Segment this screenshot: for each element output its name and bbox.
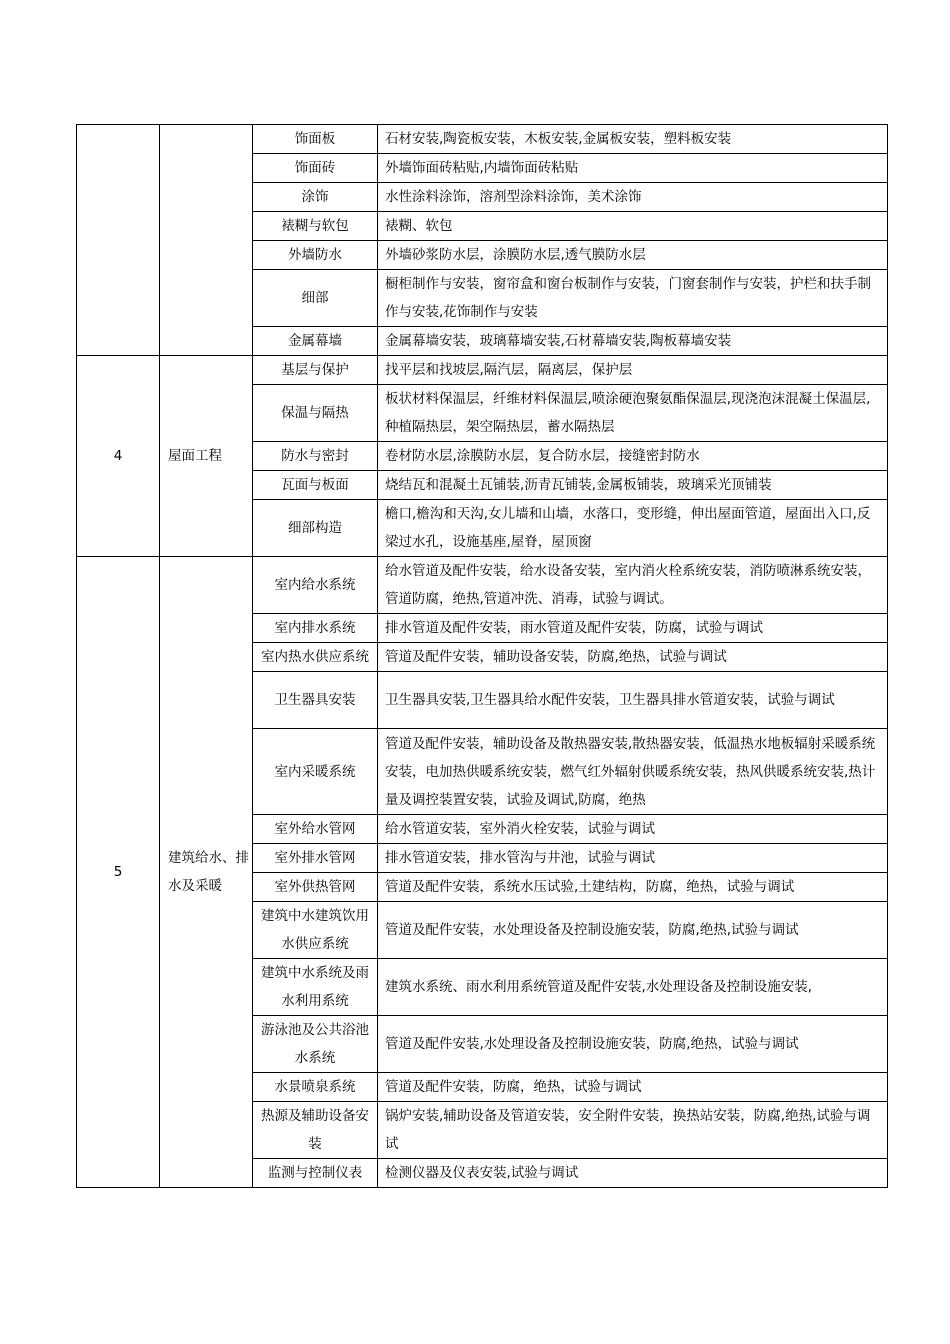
subdivision-cell: 室外供热管网 [253, 873, 378, 902]
division-name-cell [160, 125, 253, 356]
division-name-cell: 屋面工程 [160, 356, 253, 557]
inspection-items-cell: 管道及配件安装，系统水压试验,土建结构，防腐，绝热，试验与调试 [378, 873, 888, 902]
inspection-items-cell: 管道及配件安装，防腐，绝热，试验与调试 [378, 1073, 888, 1102]
subdivision-cell: 外墙防水 [253, 241, 378, 270]
subdivision-cell: 游泳池及公共浴池水系统 [253, 1016, 378, 1073]
inspection-items-cell: 检测仪器及仪表安装,试验与调试 [378, 1159, 888, 1188]
subdivision-cell: 金属幕墙 [253, 327, 378, 356]
subdivision-cell: 瓦面与板面 [253, 471, 378, 500]
inspection-items-cell: 给水管道及配件安装，给水设备安装，室内消火栓系统安装，消防喷淋系统安装，管道防腐，绝热,管道冲洗、消毒，试验与调试。 [378, 557, 888, 614]
inspection-items-cell: 卫生器具安装,卫生器具给水配件安装，卫生器具排水管道安装，试验与调试 [378, 672, 888, 729]
subdivision-cell: 室内采暖系统 [253, 729, 378, 815]
division-number-cell: 5 [77, 557, 160, 1188]
inspection-items-cell: 石材安装,陶瓷板安装，木板安装,金属板安装，塑料板安装 [378, 125, 888, 154]
subdivision-cell: 防水与密封 [253, 442, 378, 471]
subdivision-cell: 热源及辅助设备安装 [253, 1102, 378, 1159]
subdivision-cell: 饰面板 [253, 125, 378, 154]
inspection-items-cell: 给水管道安装，室外消火栓安装，试验与调试 [378, 815, 888, 844]
inspection-items-cell: 外墙砂浆防水层，涂膜防水层,透气膜防水层 [378, 241, 888, 270]
inspection-items-cell: 排水管道安装，排水管沟与井池，试验与调试 [378, 844, 888, 873]
subdivision-cell: 细部 [253, 270, 378, 327]
subdivision-cell: 饰面砖 [253, 154, 378, 183]
inspection-items-cell: 金属幕墙安装，玻璃幕墙安装,石材幕墙安装,陶板幕墙安装 [378, 327, 888, 356]
subdivision-cell: 室内排水系统 [253, 614, 378, 643]
table-row [77, 557, 888, 614]
subdivision-cell: 室外给水管网 [253, 815, 378, 844]
subdivision-cell: 建筑中水系统及雨水利用系统 [253, 959, 378, 1016]
division-number-cell: 4 [77, 356, 160, 557]
inspection-items-cell: 找平层和找坡层,隔汽层，隔离层，保护层 [378, 356, 888, 385]
inspection-items-cell: 排水管道及配件安装，雨水管道及配件安装，防腐，试验与调试 [378, 614, 888, 643]
subdivision-cell: 建筑中水建筑饮用水供应系统 [253, 902, 378, 959]
subdivision-cell: 室外排水管网 [253, 844, 378, 873]
inspection-items-cell: 裱糊、软包 [378, 212, 888, 241]
subdivision-cell: 裱糊与软包 [253, 212, 378, 241]
inspection-items-cell: 锅炉安装,辅助设备及管道安装，安全附件安装，换热站安装，防腐,绝热,试验与调试 [378, 1102, 888, 1159]
table-row [77, 356, 888, 385]
inspection-items-cell: 外墙饰面砖粘贴,内墙饰面砖粘贴 [378, 154, 888, 183]
inspection-items-cell: 橱柜制作与安装，窗帘盒和窗台板制作与安装，门窗套制作与安装，护栏和扶手制作与安装,花饰制作与安装 [378, 270, 888, 327]
subdivision-cell: 监测与控制仪表 [253, 1159, 378, 1188]
inspection-items-cell: 板状材料保温层，纤维材料保温层,喷涂硬泡聚氨酯保温层,现浇泡沫混凝土保温层,种植隔热层，架空隔热层，蓄水隔热层 [378, 385, 888, 442]
inspection-items-cell: 建筑水系统、雨水利用系统管道及配件安装,水处理设备及控制设施安装, [378, 959, 888, 1016]
inspection-items-cell: 水性涂料涂饰，溶剂型涂料涂饰，美术涂饰 [378, 183, 888, 212]
quality-acceptance-table [76, 124, 888, 1188]
inspection-items-cell: 管道及配件安装，辅助设备及散热器安装,散热器安装，低温热水地板辐射采暖系统安装，电加热供暖系统安装，燃气红外辐射供暖系统安装，热风供暖系统安装,热计量及调控装置安装，试验及调试,防腐，绝热 [378, 729, 888, 815]
inspection-items-cell: 管道及配件安装，辅助设备安装，防腐,绝热，试验与调试 [378, 643, 888, 672]
subdivision-cell: 细部构造 [253, 500, 378, 557]
subdivision-cell: 室内给水系统 [253, 557, 378, 614]
subdivision-cell: 室内热水供应系统 [253, 643, 378, 672]
subdivision-cell: 基层与保护 [253, 356, 378, 385]
inspection-items-cell: 烧结瓦和混凝土瓦铺装,沥青瓦铺装,金属板铺装，玻璃采光顶铺装 [378, 471, 888, 500]
division-name-cell: 建筑给水、排水及采暖 [160, 557, 253, 1188]
subdivision-cell: 卫生器具安装 [253, 672, 378, 729]
inspection-items-cell: 卷材防水层,涂膜防水层，复合防水层，接缝密封防水 [378, 442, 888, 471]
inspection-items-cell: 檐口,檐沟和天沟,女儿墙和山墙，水落口，变形缝，伸出屋面管道，屋面出入口,反梁过水孔，设施基座,屋脊，屋顶窗 [378, 500, 888, 557]
table-row [77, 125, 888, 154]
subdivision-cell: 水景喷泉系统 [253, 1073, 378, 1102]
inspection-items-cell: 管道及配件安装,水处理设备及控制设施安装，防腐,绝热，试验与调试 [378, 1016, 888, 1073]
division-number-cell [77, 125, 160, 356]
subdivision-cell: 涂饰 [253, 183, 378, 212]
subdivision-cell: 保温与隔热 [253, 385, 378, 442]
inspection-items-cell: 管道及配件安装，水处理设备及控制设施安装，防腐,绝热,试验与调试 [378, 902, 888, 959]
